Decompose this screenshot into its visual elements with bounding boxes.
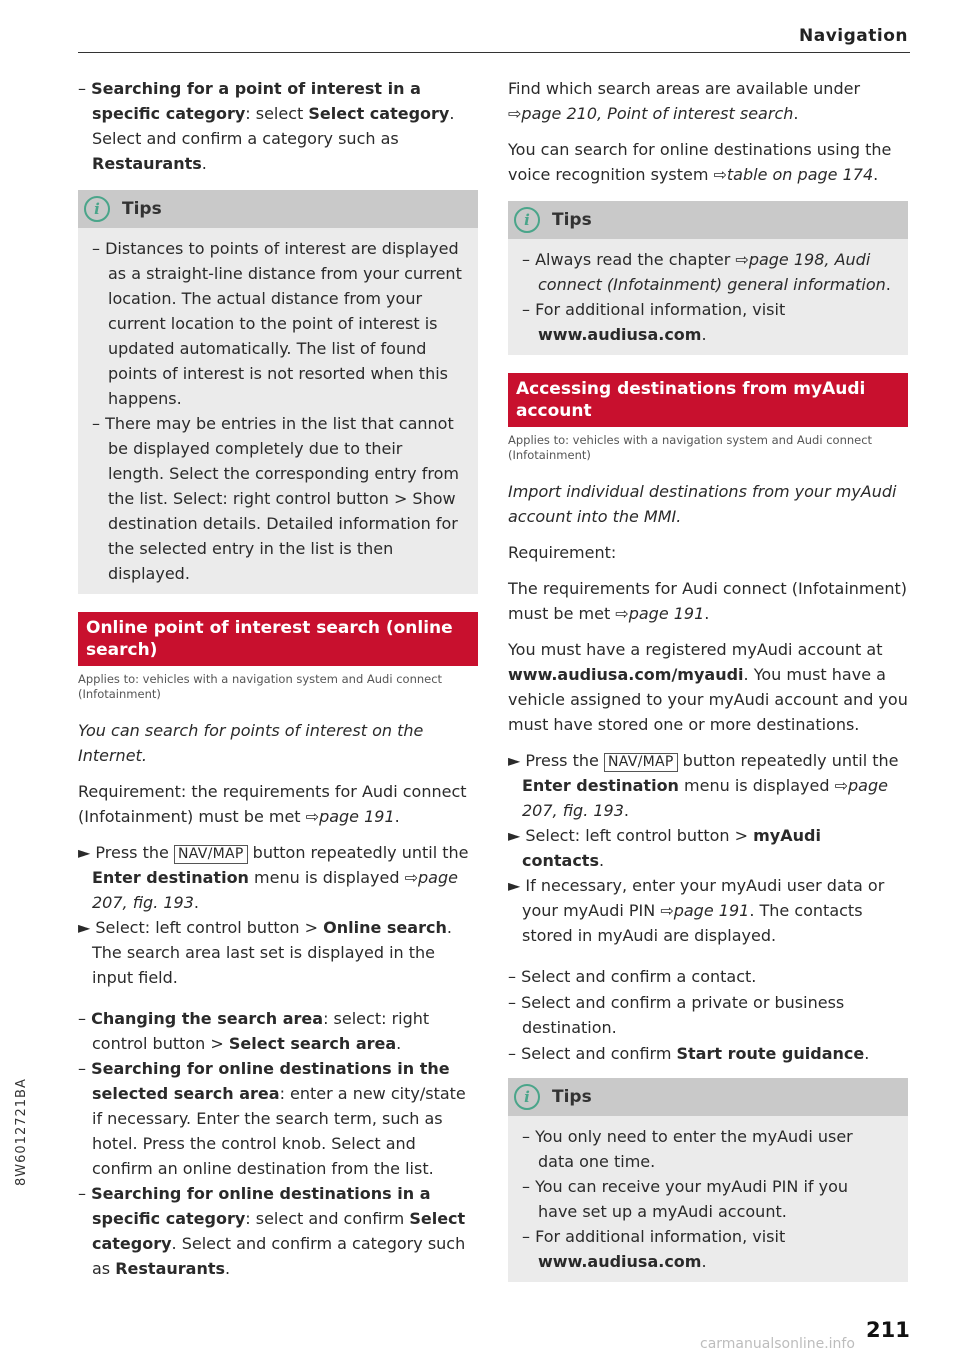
requirement: Requirement: the requirements for Audi connect (Infotainment) must be met ⇨page 191. [78, 782, 467, 826]
section-heading: Accessing destinations from myAudi account [508, 373, 908, 427]
tips-box [508, 1078, 908, 1282]
step: ► Press the NAV/MAP button repeatedly until the Enter destination menu is displayed ⇨page 207, fig. 193. [78, 843, 469, 912]
nav-map-key: NAV/MAP [174, 845, 248, 864]
page-reference-link[interactable]: ⇨table on page 174 [713, 165, 874, 184]
info-icon: i [84, 196, 110, 222]
tips-header: i Tips [78, 190, 478, 228]
step: ► Press the NAV/MAP button repeatedly until the Enter destination menu is displayed ⇨page 207, fig. 193. [508, 751, 899, 820]
nav-map-key: NAV/MAP [604, 753, 678, 772]
tips-header: i Tips [508, 201, 908, 239]
page-reference-link[interactable]: ⇨page 207, fig. 193 [92, 868, 458, 912]
tip-item: – For additional information, visit www.audiusa.com. [522, 300, 786, 344]
category-search-item: – Searching for a point of interest in a specific category: select Select category. Select and confirm a category such as Restaurants. [78, 79, 455, 173]
step: ► Select: left control button > myAudi contacts. [508, 826, 821, 870]
chapter-title: Navigation [799, 26, 908, 46]
paragraph: You must have a registered myAudi account at www.audiusa.com/myaudi. You must have a vehicle assigned to your myAudi account and you must have stored one or more destinations. [508, 640, 908, 734]
left-column [78, 76, 478, 1281]
website-link[interactable]: www.audiusa.com [538, 1252, 702, 1271]
applies-to: Applies to: vehicles with a navigation system and Audi connect (Infotainment) [78, 672, 443, 701]
tip-item: – For additional information, visit www.audiusa.com. [522, 1227, 786, 1271]
requirement: The requirements for Audi connect (Infotainment) must be met ⇨page 191. [508, 579, 907, 623]
instruction: – Select and confirm Start route guidance. [508, 1044, 870, 1063]
instruction: – Select and confirm a private or business destination. [508, 993, 845, 1037]
step: ► If necessary, enter your myAudi user data or your myAudi PIN ⇨page 191. The contacts stored in myAudi are displayed. [508, 876, 885, 945]
page-reference-link[interactable]: ⇨page 191 [660, 901, 750, 920]
right-column [508, 76, 908, 1300]
search-option: – Searching for online destinations in a specific category: select and confirm Select category. Select and confirm a category such as Restaurants. [78, 1184, 466, 1278]
document-code: 8W6012721BA [14, 1078, 29, 1186]
search-option: – Searching for online destinations in the selected search area: enter a new city/state if necessary. Enter the search term, such as hotel. Press the control knob. Select and confirm an online destination from the list. [78, 1059, 466, 1178]
website-link[interactable]: www.audiusa.com [538, 325, 702, 344]
tip-item: – There may be entries in the list that cannot be displayed completely due to their length. Select the corresponding entry from the list. Select: right control button > Show destination details. Detailed information for the selected entry in the list is then displayed. [92, 414, 459, 583]
info-icon: i [514, 1084, 540, 1110]
tip-item: – Distances to points of interest are displayed as a straight-line distance from your current location. The actual distance from your current location to the point of interest is updated automatically. The list of found points of interest is not resorted when this happens. [92, 239, 462, 408]
tip-item: – Always read the chapter ⇨page 198, Audi connect (Infotainment) general information. [522, 250, 891, 294]
applies-to: Applies to: vehicles with a navigation system and Audi connect (Infotainment) [508, 433, 873, 462]
info-icon: i [514, 207, 540, 233]
watermark: carmanualsonline.info [700, 1336, 855, 1352]
page-reference-link[interactable]: ⇨page 210, Point of interest search [508, 104, 794, 123]
step: ► Select: left control button > Online search. The search area last set is displayed in the input field. [78, 918, 452, 987]
website-link[interactable]: www.audiusa.com/myaudi [508, 665, 744, 684]
section-lead: Import individual destinations from your myAudi account into the MMI. [508, 482, 897, 526]
paragraph: Find which search areas are available under ⇨page 210, Point of interest search. [508, 79, 861, 123]
section-heading: Online point of interest search (online search) [78, 612, 478, 666]
requirement-label: Requirement: [508, 543, 617, 562]
page-number: 211 [866, 1318, 910, 1342]
instruction: – Select and confirm a contact. [508, 967, 757, 986]
tip-item: – You only need to enter the myAudi user data one time. [522, 1127, 853, 1171]
section-lead: You can search for points of interest on the Internet. [78, 721, 424, 765]
page-header [78, 22, 910, 53]
page-reference-link[interactable]: ⇨page 191 [305, 807, 395, 826]
page-reference-link[interactable]: ⇨page 198, Audi connect (Infotainment) general information [538, 250, 886, 294]
tips-header: i Tips [508, 1078, 908, 1116]
search-option: – Changing the search area: select: right control button > Select search area. [78, 1009, 430, 1053]
tip-item: – You can receive your myAudi PIN if you have set up a myAudi account. [522, 1177, 849, 1221]
page-reference-link[interactable]: ⇨page 191 [615, 604, 705, 623]
paragraph: You can search for online destinations using the voice recognition system ⇨table on page 174. [508, 140, 892, 184]
page-reference-link[interactable]: ⇨page 207, fig. 193 [522, 776, 888, 820]
tips-box [78, 190, 478, 594]
tips-box [508, 201, 908, 355]
